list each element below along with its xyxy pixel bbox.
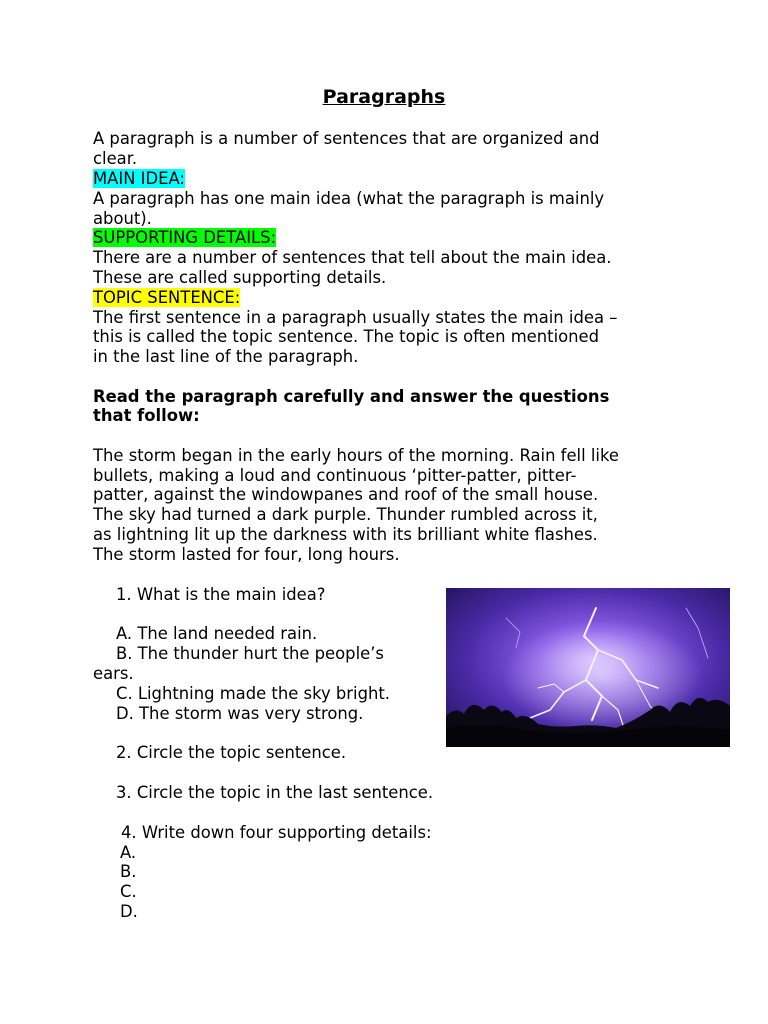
- question-1: 1. What is the main idea?: [116, 585, 326, 604]
- topic-sentence-label: TOPIC SENTENCE:: [93, 288, 241, 307]
- topic-sentence-line-3: in the last line of the paragraph.: [93, 347, 359, 366]
- topic-sentence-line-2: this is called the topic sentence. The topic is often mentioned: [93, 327, 600, 346]
- supporting-details-heading: [93, 228, 276, 248]
- question-3: 3. Circle the topic in the last sentence.: [116, 783, 434, 802]
- intro-line-1: A paragraph is a number of sentences that are organized and: [93, 129, 600, 148]
- topic-sentence-heading: [93, 288, 240, 308]
- instruction-line-1: Read the paragraph carefully and answer the questions: [93, 387, 610, 406]
- topic-sentence-line-1: The first sentence in a paragraph usually states the main idea –: [93, 308, 618, 327]
- main-idea-label: MAIN IDEA:: [93, 169, 185, 188]
- supporting-details-line-1: There are a number of sentences that tell about the main idea.: [93, 248, 612, 267]
- passage-line-3: patter, against the windowpanes and roof of the small house.: [93, 485, 599, 504]
- question-1-option-a: A. The land needed rain.: [116, 624, 318, 643]
- question-2: 2. Circle the topic sentence.: [116, 743, 347, 762]
- question-4-blank-c: C.: [120, 882, 137, 901]
- supporting-details-line-2: These are called supporting details.: [93, 268, 387, 287]
- passage-line-5: as lightning lit up the darkness with its brilliant white flashes.: [93, 525, 598, 544]
- lightning-storm-photo: [446, 588, 730, 747]
- main-idea-line-2: about).: [93, 209, 152, 228]
- supporting-details-label: SUPPORTING DETAILS:: [93, 228, 277, 247]
- question-4: 4. Write down four supporting details:: [121, 823, 432, 842]
- question-1-option-c: C. Lightning made the sky bright.: [116, 684, 391, 703]
- passage-line-1: The storm began in the early hours of the morning. Rain fell like: [93, 446, 619, 465]
- passage-line-6: The storm lasted for four, long hours.: [93, 545, 400, 564]
- passage-line-4: The sky had turned a dark purple. Thunder rumbled across it,: [93, 505, 598, 524]
- question-4-blank-d: D.: [120, 902, 138, 921]
- passage-line-2: bullets, making a loud and continuous ‘pitter-patter, pitter-: [93, 466, 577, 485]
- question-1-option-b-continued: ears.: [93, 664, 134, 683]
- question-1-option-d: D. The storm was very strong.: [116, 704, 364, 723]
- question-4-blank-b: B.: [120, 862, 137, 881]
- instruction-line-2: that follow:: [93, 406, 200, 425]
- intro-line-2: clear.: [93, 149, 138, 168]
- question-4-blank-a: A.: [120, 843, 137, 862]
- question-1-option-b: B. The thunder hurt the people’s: [116, 644, 384, 663]
- main-idea-heading: [93, 169, 185, 189]
- page-title: Paragraphs: [322, 86, 446, 108]
- main-idea-line-1: A paragraph has one main idea (what the paragraph is mainly: [93, 189, 605, 208]
